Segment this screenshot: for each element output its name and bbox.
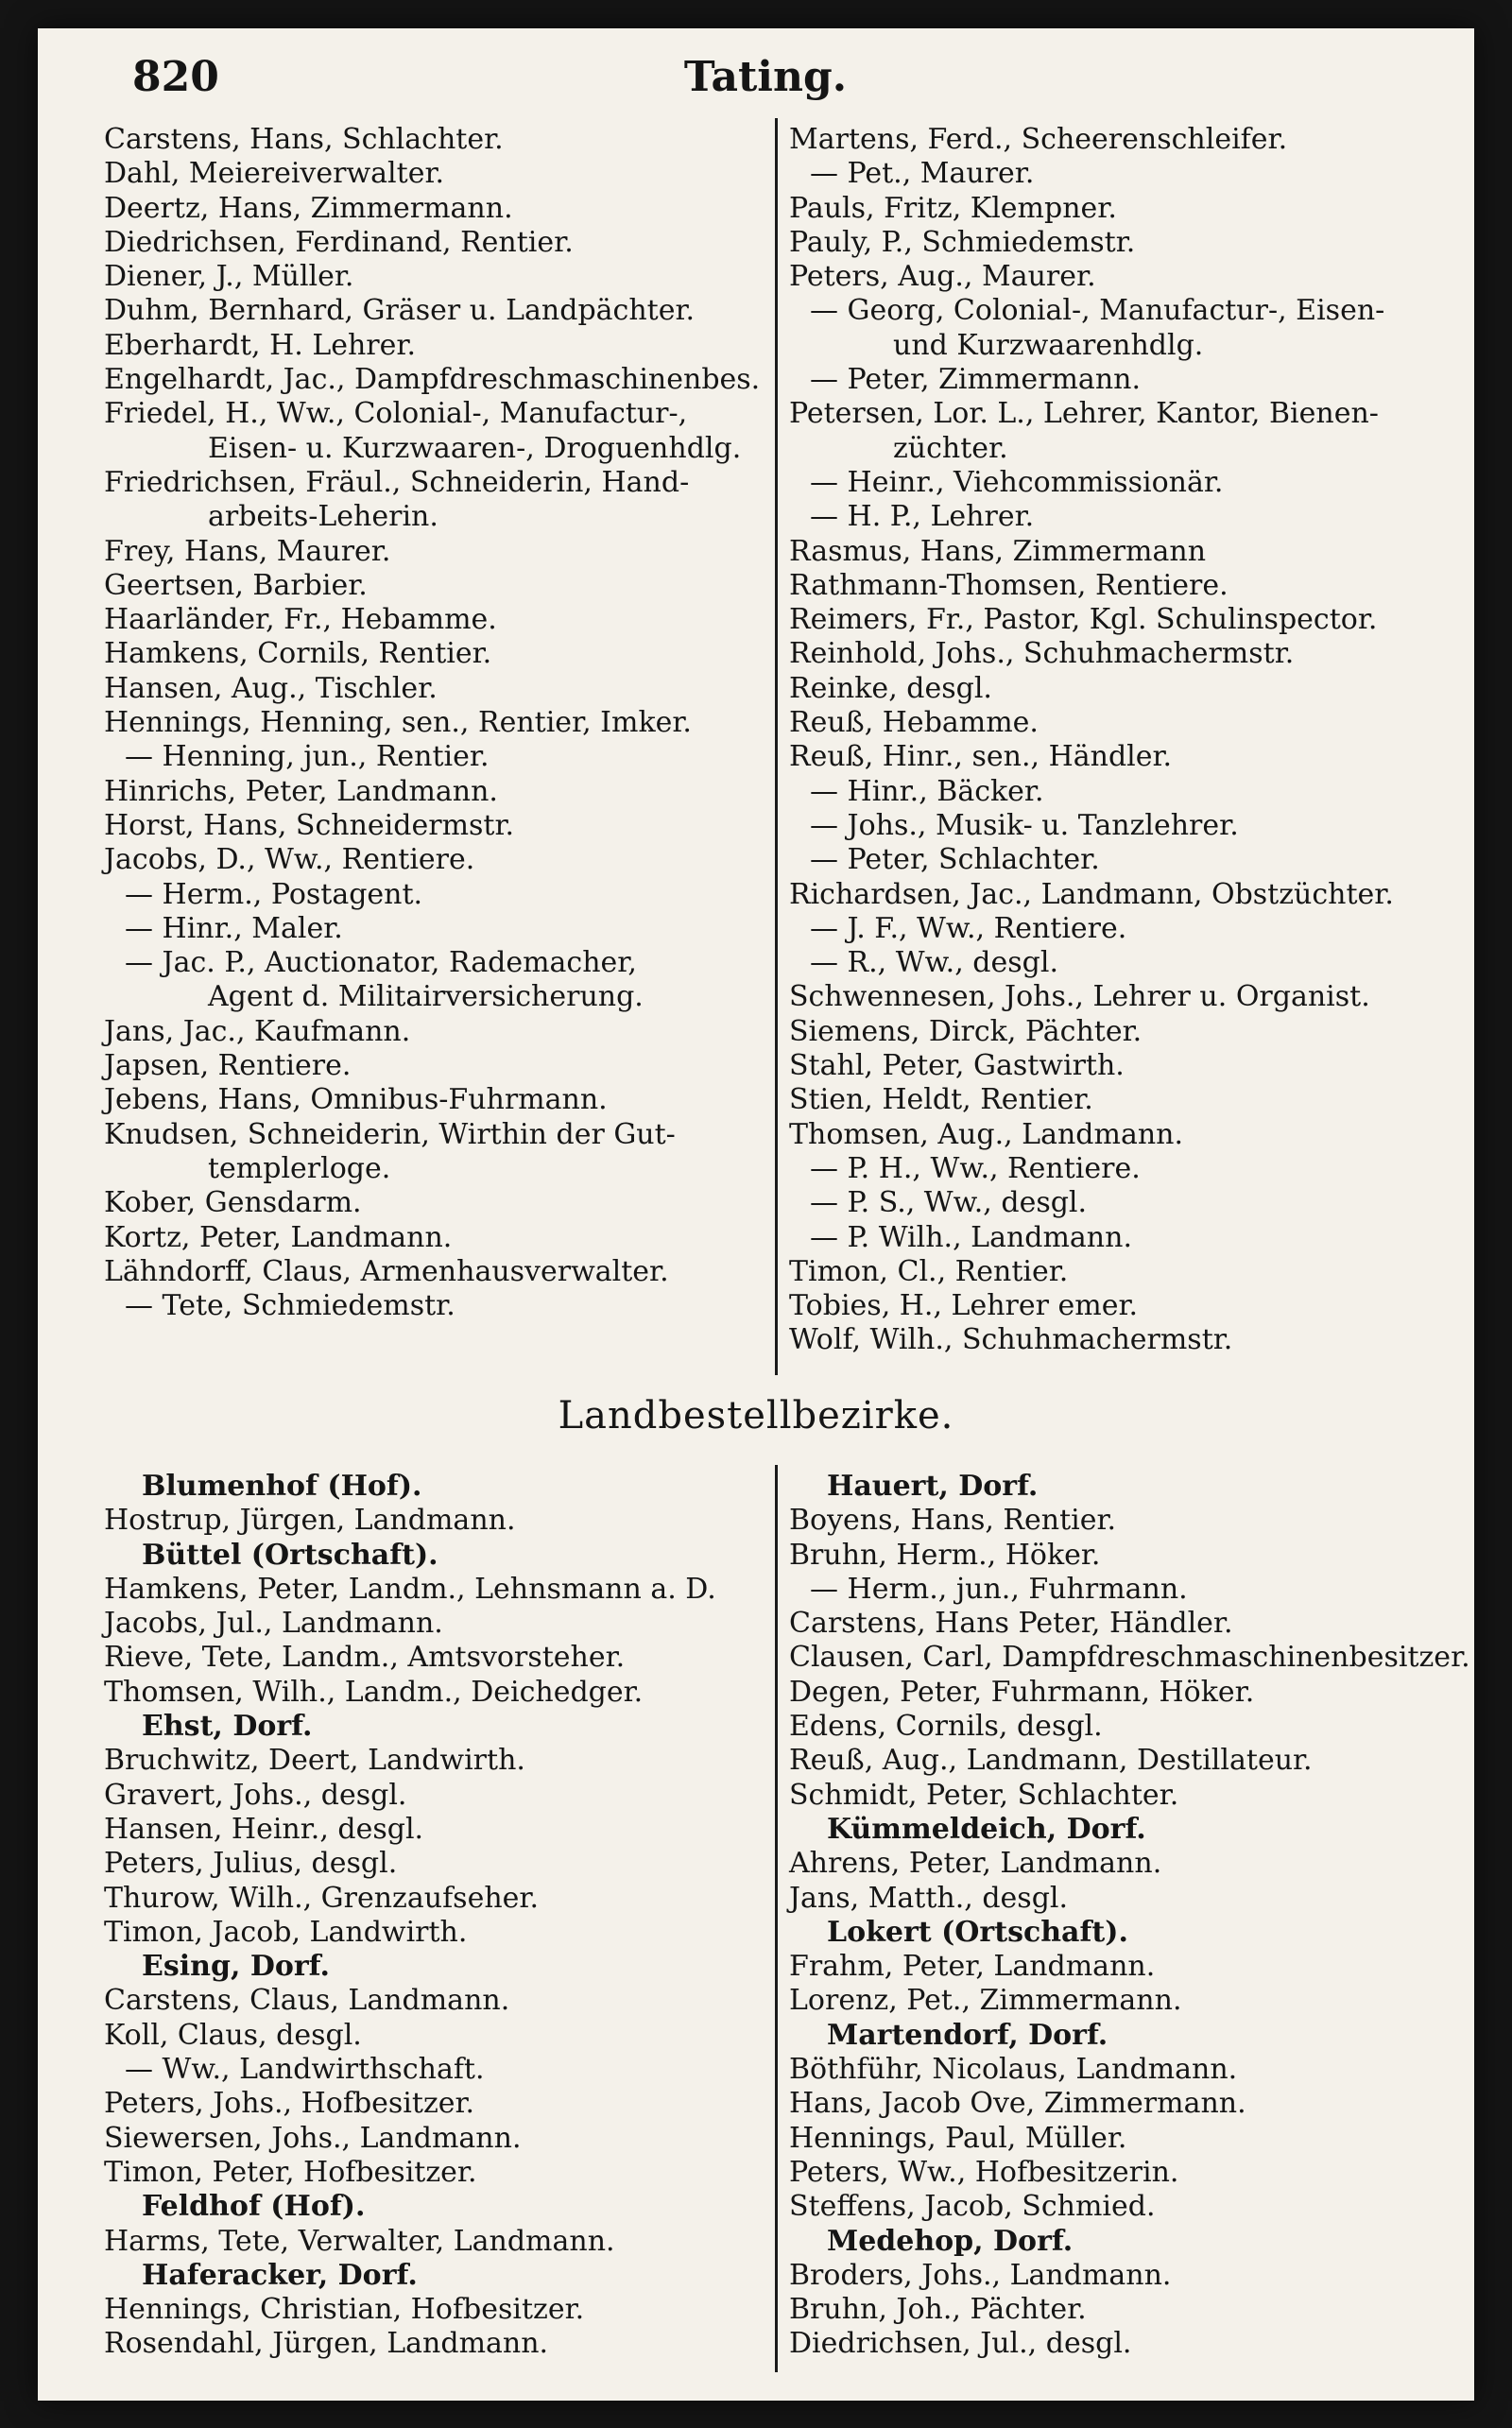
directory-entry: — Pet., Maurer. <box>810 157 1035 191</box>
directory-entry: Peters, Johs., Hofbesitzer. <box>104 2087 475 2121</box>
directory-entry: Reuß, Aug., Landmann, Destillateur. <box>789 1744 1313 1778</box>
page-number: 820 <box>132 53 219 101</box>
directory-entry: Wolf, Wilh., Schuhmachermstr. <box>789 1323 1233 1357</box>
directory-entry: — Tete, Schmiedemstr. <box>125 1289 455 1323</box>
directory-entry: Hennings, Christian, Hofbesitzer. <box>104 2293 585 2327</box>
directory-entry: Frey, Hans, Maurer. <box>104 534 391 568</box>
directory-entry: Timon, Cl., Rentier. <box>789 1254 1069 1288</box>
place-heading: Medehop, Dorf. <box>827 2224 1074 2258</box>
directory-entry: — Hinr., Bäcker. <box>810 774 1044 808</box>
directory-entry: Siewersen, Johs., Landmann. <box>104 2121 522 2155</box>
directory-entry: Edens, Cornils, desgl. <box>789 1710 1103 1744</box>
directory-entry: Diedrichsen, Ferdinand, Rentier. <box>104 225 574 259</box>
directory-entry: Lorenz, Pet., Zimmermann. <box>789 1984 1182 2018</box>
directory-entry: Hamkens, Peter, Landm., Lehnsmann a. D. <box>104 1572 716 1606</box>
directory-entry: Clausen, Carl, Dampfdreschmaschinenbesitzer. <box>789 1641 1470 1675</box>
directory-entry: — Ww., Landwirthschaft. <box>125 2053 485 2087</box>
directory-entry: Hansen, Heinr., desgl. <box>104 1812 424 1846</box>
running-title: Tating. <box>683 53 848 101</box>
bottom-right-column <box>789 1470 1470 2362</box>
directory-entry: Deertz, Hans, Zimmermann. <box>104 191 513 225</box>
directory-entry: Rathmann-Thomsen, Rentiere. <box>789 568 1228 602</box>
place-heading: Esing, Dorf. <box>142 1950 330 1984</box>
directory-entry: Horst, Hans, Schneidermstr. <box>104 808 515 842</box>
directory-entry: Bruhn, Herm., Höker. <box>789 1538 1101 1572</box>
directory-entry: Gravert, Johs., desgl. <box>104 1778 407 1812</box>
directory-entry: Knudsen, Schneiderin, Wirthin der Gut- <box>104 1117 676 1151</box>
directory-entry: und Kurzwaarenhdlg. <box>893 328 1204 362</box>
directory-entry: Thomsen, Aug., Landmann. <box>789 1117 1184 1151</box>
directory-entry: Degen, Peter, Fuhrmann, Höker. <box>789 1675 1255 1709</box>
directory-entry: — Hinr., Maler. <box>125 911 343 945</box>
directory-entry: Petersen, Lor. L., Lehrer, Kantor, Bienen- <box>789 397 1379 431</box>
directory-entry: Peters, Ww., Hofbesitzerin. <box>789 2155 1179 2189</box>
directory-entry: Jacobs, Jul., Landmann. <box>104 1607 443 1641</box>
page-header <box>104 45 1427 112</box>
directory-entry: Boyens, Hans, Rentier. <box>789 1504 1117 1538</box>
directory-entry: Reuß, Hinr., sen., Händler. <box>789 740 1173 774</box>
directory-entry: Thurow, Wilh., Grenzaufseher. <box>104 1881 539 1915</box>
place-heading: Hauert, Dorf. <box>827 1470 1039 1503</box>
directory-entry: Richardsen, Jac., Landmann, Obstzüchter. <box>789 877 1394 911</box>
directory-entry: Hennings, Henning, sen., Rentier, Imker. <box>104 706 692 740</box>
directory-entry: Bruchwitz, Deert, Landwirth. <box>104 1744 525 1778</box>
directory-entry: Lähndorff, Claus, Armenhausverwalter. <box>104 1254 669 1288</box>
place-heading: Martendorf, Dorf. <box>827 2018 1108 2052</box>
top-right-column <box>789 123 1451 1358</box>
directory-entry: — J. F., Ww., Rentiere. <box>810 911 1127 945</box>
directory-entry: — Jac. P., Auctionator, Rademacher, <box>125 946 637 980</box>
directory-entry: — Henning, jun., Rentier. <box>125 740 490 774</box>
directory-entry: Steffens, Jacob, Schmied. <box>789 2190 1156 2224</box>
directory-entry: — Peter, Schlachter. <box>810 843 1100 877</box>
section-title: Landbestellbezirke. <box>558 1394 954 1438</box>
directory-entry: Reinke, desgl. <box>789 671 992 705</box>
directory-entry: arbeits-Leherin. <box>208 500 438 534</box>
directory-entry: — Herm., Postagent. <box>125 877 423 911</box>
directory-entry: Eberhardt, H. Lehrer. <box>104 328 416 362</box>
directory-entry: Stien, Heldt, Rentier. <box>789 1083 1093 1117</box>
place-heading: Kümmeldeich, Dorf. <box>827 1812 1146 1846</box>
directory-entry: Pauly, P., Schmiedemstr. <box>789 225 1136 259</box>
directory-entry: Rosendahl, Jürgen, Landmann. <box>104 2327 549 2361</box>
directory-entry: Agent d. Militairversicherung. <box>208 980 644 1014</box>
place-heading: Lokert (Ortschaft). <box>827 1915 1128 1949</box>
directory-entry: Jacobs, D., Ww., Rentiere. <box>104 843 475 877</box>
directory-entry: Jans, Matth., desgl. <box>789 1881 1069 1915</box>
directory-entry: Siemens, Dirck, Pächter. <box>789 1014 1143 1048</box>
directory-entry: Stahl, Peter, Gastwirth. <box>789 1049 1125 1083</box>
directory-entry: Timon, Peter, Hofbesitzer. <box>104 2155 477 2189</box>
directory-entry: Tobies, H., Lehrer emer. <box>789 1289 1139 1323</box>
directory-entry: Haarländer, Fr., Hebamme. <box>104 603 497 637</box>
directory-entry: Duhm, Bernhard, Gräser u. Landpächter. <box>104 294 696 328</box>
directory-entry: — Johs., Musik- u. Tanzlehrer. <box>810 808 1239 842</box>
place-heading: Feldhof (Hof). <box>142 2190 366 2224</box>
directory-entry: Hinrichs, Peter, Landmann. <box>104 774 498 808</box>
directory-entry: Hamkens, Cornils, Rentier. <box>104 637 492 671</box>
directory-entry: Hennings, Paul, Müller. <box>789 2121 1127 2155</box>
directory-entry: Schwennesen, Johs., Lehrer u. Organist. <box>789 980 1370 1014</box>
directory-entry: Friedrichsen, Fräul., Schneiderin, Hand- <box>104 465 690 499</box>
place-heading: Blumenhof (Hof). <box>142 1470 422 1503</box>
directory-entry: Dahl, Meiereiverwalter. <box>104 157 445 191</box>
directory-entry: Frahm, Peter, Landmann. <box>789 1950 1156 1984</box>
directory-entry: Rieve, Tete, Landm., Amtsvorsteher. <box>104 1641 626 1675</box>
directory-entry: Peters, Julius, desgl. <box>104 1847 398 1881</box>
place-heading: Haferacker, Dorf. <box>142 2258 418 2292</box>
directory-entry: Koll, Claus, desgl. <box>104 2018 362 2052</box>
directory-entry: Reinhold, Johs., Schuhmachermstr. <box>789 637 1295 671</box>
directory-entry: Hansen, Aug., Tischler. <box>104 671 438 705</box>
directory-entry: Kortz, Peter, Landmann. <box>104 1220 453 1254</box>
directory-entry: — H. P., Lehrer. <box>810 500 1035 534</box>
column-divider-top <box>775 118 778 1375</box>
directory-entry: Diener, J., Müller. <box>104 260 354 294</box>
directory-entry: Geertsen, Barbier. <box>104 568 368 602</box>
directory-entry: Hostrup, Jürgen, Landmann. <box>104 1504 516 1538</box>
directory-entry: Bruhn, Joh., Pächter. <box>789 2293 1087 2327</box>
directory-entry: Reuß, Hebamme. <box>789 706 1039 740</box>
directory-entry: Thomsen, Wilh., Landm., Deichedger. <box>104 1675 644 1709</box>
directory-entry: Engelhardt, Jac., Dampfdreschmaschinenbes. <box>104 363 761 397</box>
directory-entry: Diedrichsen, Jul., desgl. <box>789 2327 1132 2361</box>
directory-entry: Carstens, Claus, Landmann. <box>104 1984 510 2018</box>
directory-entry: Pauls, Fritz, Klempner. <box>789 191 1117 225</box>
directory-entry: — Peter, Zimmermann. <box>810 363 1141 397</box>
directory-entry: — R., Ww., desgl. <box>810 946 1058 980</box>
directory-entry: Peters, Aug., Maurer. <box>789 260 1096 294</box>
place-heading: Büttel (Ortschaft). <box>142 1538 438 1572</box>
directory-entry: — P. S., Ww., desgl. <box>810 1186 1088 1220</box>
directory-entry: Carstens, Hans, Schlachter. <box>104 123 504 156</box>
directory-entry: — P. Wilh., Landmann. <box>810 1220 1132 1254</box>
directory-entry: Hans, Jacob Ove, Zimmermann. <box>789 2087 1246 2121</box>
directory-entry: Kober, Gensdarm. <box>104 1186 362 1220</box>
directory-entry: Broders, Johs., Landmann. <box>789 2258 1172 2292</box>
directory-entry: — Georg, Colonial-, Manufactur-, Eisen- <box>810 294 1385 328</box>
directory-page <box>38 28 1474 2401</box>
column-divider-bottom <box>775 1465 778 2372</box>
directory-entry: Schmidt, Peter, Schlachter. <box>789 1778 1179 1812</box>
directory-entry: — P. H., Ww., Rentiere. <box>810 1151 1141 1185</box>
directory-entry: Timon, Jacob, Landwirth. <box>104 1915 468 1949</box>
directory-entry: Carstens, Hans Peter, Händler. <box>789 1607 1233 1641</box>
directory-entry: Eisen- u. Kurzwaaren-, Droguenhdlg. <box>208 431 742 465</box>
directory-entry: Ahrens, Peter, Landmann. <box>789 1847 1162 1881</box>
directory-entry: Jebens, Hans, Omnibus-Fuhrmann. <box>104 1083 608 1117</box>
directory-entry: templerloge. <box>208 1151 391 1185</box>
directory-entry: züchter. <box>893 431 1008 465</box>
directory-entry: Böthführ, Nicolaus, Landmann. <box>789 2053 1238 2087</box>
directory-entry: Reimers, Fr., Pastor, Kgl. Schulinspector. <box>789 603 1378 637</box>
directory-entry: — Heinr., Viehcommissionär. <box>810 465 1224 499</box>
directory-entry: Friedel, H., Ww., Colonial-, Manufactur-, <box>104 397 688 431</box>
bottom-left-column <box>104 1470 765 2362</box>
directory-entry: Japsen, Rentiere. <box>104 1049 352 1083</box>
directory-entry: — Herm., jun., Fuhrmann. <box>810 1572 1188 1606</box>
directory-entry: Jans, Jac., Kaufmann. <box>104 1014 411 1048</box>
directory-entry: Martens, Ferd., Scheerenschleifer. <box>789 123 1288 156</box>
directory-entry: Rasmus, Hans, Zimmermann <box>789 534 1207 568</box>
place-heading: Ehst, Dorf. <box>142 1710 313 1744</box>
directory-entry: Harms, Tete, Verwalter, Landmann. <box>104 2224 615 2258</box>
top-left-column <box>104 123 765 1323</box>
